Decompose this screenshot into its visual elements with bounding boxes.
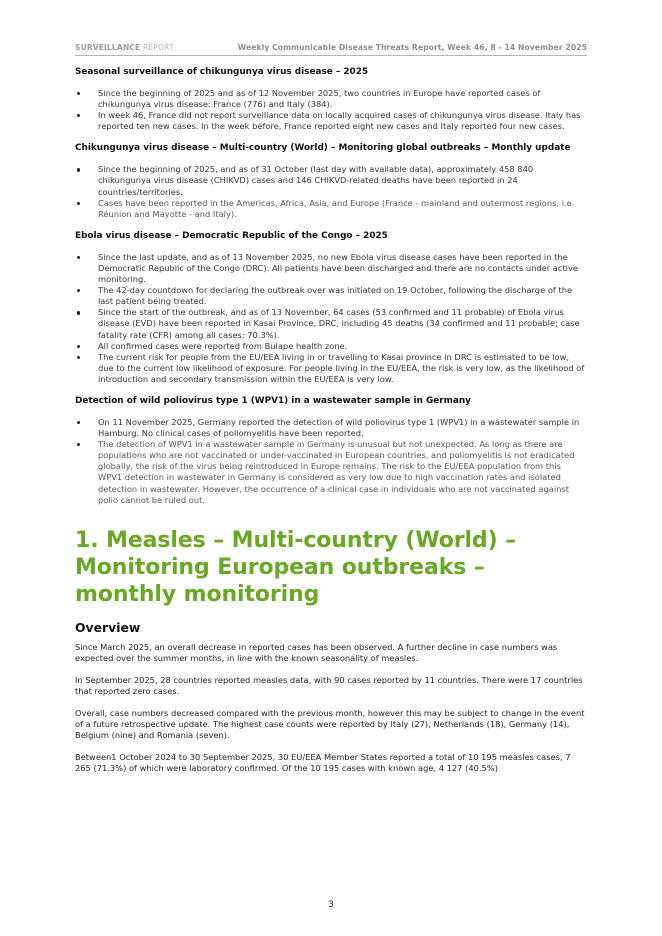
section-ebola-drc — [75, 230, 587, 385]
bullet-icon — [77, 289, 80, 292]
list-item — [75, 164, 587, 197]
bullet-list — [75, 88, 587, 132]
overview-paragraph: Between1 October 2024 to 30 September 2025, 30 EU/EEA Member States reported a total of 10 195 measles cases, 7 265 (71.3%) of which were laboratory confirmed. Of the 10 195 cases with known age, 4 127 (40.5%) — [75, 752, 571, 774]
list-item-text: Since the beginning of 2025, and as of 31 October (last day with available data), approximately 458 840 chikungunya virus disease (CHIKVD) cases and 146 CHIKVD-related deaths have been reported in 24 countries/territories. — [98, 164, 534, 197]
bullet-icon — [77, 311, 80, 314]
list-item-text: On 11 November 2025, Germany reported the detection of wild poliovirus type 1 (WPV1) in a wastewater sample in Hamburg. No clinical cases of poliomyelitis have been reported. — [98, 416, 580, 439]
list-item — [75, 352, 587, 385]
header-report-title: Weekly Communicable Disease Threats Report, Week 46, 8 - 14 November 2025 — [237, 43, 587, 52]
bullet-icon — [77, 114, 80, 117]
list-item-text: Since the start of the outbreak, and as of 13 November, 64 cases (53 confirmed and 11 probable) of Ebola virus disease (EVD) have been reported in Kasai Province, DRC, including 45 deaths (34 confirmed and 11 probable; case fatality rate (CFR) among all cases: 70.3%). — [98, 307, 580, 340]
list-item — [75, 307, 587, 340]
list-item-text: Since the last update, and as of 13 November 2025, no new Ebola virus disease cases have been reported in the Democratic Republic of the Congo (DRC). All patients have been discharged and there are no contacts under active monitoring. — [98, 251, 578, 285]
list-item — [75, 110, 587, 132]
list-item-text: In week 46, France did not report surveillance data on locally acquired cases of chikungunya virus disease. Italy has reported ten new cases. In the week before, France reported eight new cases and Italy reported four new cases. — [98, 110, 581, 132]
bullet-list — [75, 164, 587, 219]
chapter-heading: 1. Measles – Multi-country (World) – Monitoring European outbreaks – monthly monitoring — [75, 527, 516, 607]
list-item-text: The detection of WPV1 in a wastewater sample in Germany is unusual but not unexpected. As long as there are populations who are not vaccinated or under-vaccinated in European countries, and poliomyelitis is not eradicated globally, the risk of the virus being reintroduced in Europe remains. The risk to the EU/EEA population from this WPV1 detection in wastewater in Germany is considered as very low due to high vaccination rates and isolated detection in wastewater. However, the occurrence of a clinical case in individuals who are not vaccinated against polio cannot be ruled out. — [98, 439, 575, 505]
header-label-light: REPORT — [143, 43, 174, 52]
page-body — [75, 66, 587, 775]
list-item — [75, 417, 587, 439]
overview-paragraph: Overall, case numbers decreased compared with the previous month, however this may be subject to change in the event of a future retrospective update. The highest case counts were reported by Italy (27), Netherlands (18), Germany (14), Belgium (nine) and Romania (seven). — [75, 708, 585, 741]
list-item — [75, 341, 587, 352]
bullet-icon — [77, 421, 80, 424]
section-heading: Seasonal surveillance of chikungunya virus disease – 2025 — [75, 67, 369, 77]
header-report-label — [75, 43, 174, 52]
bullet-icon — [77, 443, 80, 446]
section-heading: Ebola virus disease – Democratic Republic of the Congo – 2025 — [75, 230, 388, 241]
section-heading: Chikungunya virus disease – Multi-country (World) – Monitoring global outbreaks – Monthly update — [75, 143, 571, 154]
list-item-text: The 42-day countdown for declaring the outbreak over was initiated on 19 October, following the discharge of the last patient being treated. — [98, 285, 573, 307]
list-item-text: Since the beginning of 2025 and as of 12 November 2025, two countries in Europe have reported cases of chikungunya virus disease: France (776) and Italy (384). — [98, 88, 541, 110]
header-label-bold: SURVEILLANCE — [75, 43, 141, 52]
bullet-list — [75, 417, 587, 506]
section-chikungunya-world — [75, 142, 587, 219]
list-item-text: All confirmed cases were reported from Bulape health zone. — [98, 340, 348, 351]
list-item-text: Cases have been reported in the Americas, Africa, Asia, and Europe (France - mainland and outermost regions, i.e. Réunion and Mayotte - and Italy). — [98, 197, 575, 219]
running-header — [75, 42, 587, 56]
list-item-text: The current risk for people from the EU/EEA living in or travelling to Kasai province in DRC is estimated to be low, due to the current low likelihood of exposure. For people living in the EU/EEA, the risk is very low, as the likelihood of introduction and secondary transmission within the EU/EEA is very low. — [98, 351, 585, 384]
list-item — [75, 439, 587, 506]
list-item — [75, 252, 587, 285]
bullet-icon — [77, 92, 80, 95]
list-item — [75, 88, 587, 110]
bullet-list — [75, 252, 587, 385]
overview-heading: Overview — [75, 619, 141, 635]
section-chikungunya-europe — [75, 66, 587, 132]
list-item — [75, 198, 587, 220]
overview-paragraph: In September 2025, 28 countries reported measles data, with 90 cases reported by 11 countries. There were 17 countries that reported zero cases. — [75, 674, 583, 696]
section-heading: Detection of wild poliovirus type 1 (WPV1) in a wastewater sample in Germany — [75, 395, 471, 406]
bullet-icon — [77, 168, 80, 171]
list-item — [75, 285, 587, 307]
bullet-icon — [77, 345, 80, 348]
section-polio-germany — [75, 395, 587, 506]
page-number: 3 — [328, 900, 334, 910]
bullet-icon — [77, 356, 80, 359]
bullet-icon — [77, 202, 80, 205]
overview-paragraph: Since March 2025, an overall decrease in reported cases has been observed. A further decline in case numbers was expected over the summer months, in line with the known seasonality of measles. — [75, 641, 558, 663]
bullet-icon — [77, 256, 80, 259]
